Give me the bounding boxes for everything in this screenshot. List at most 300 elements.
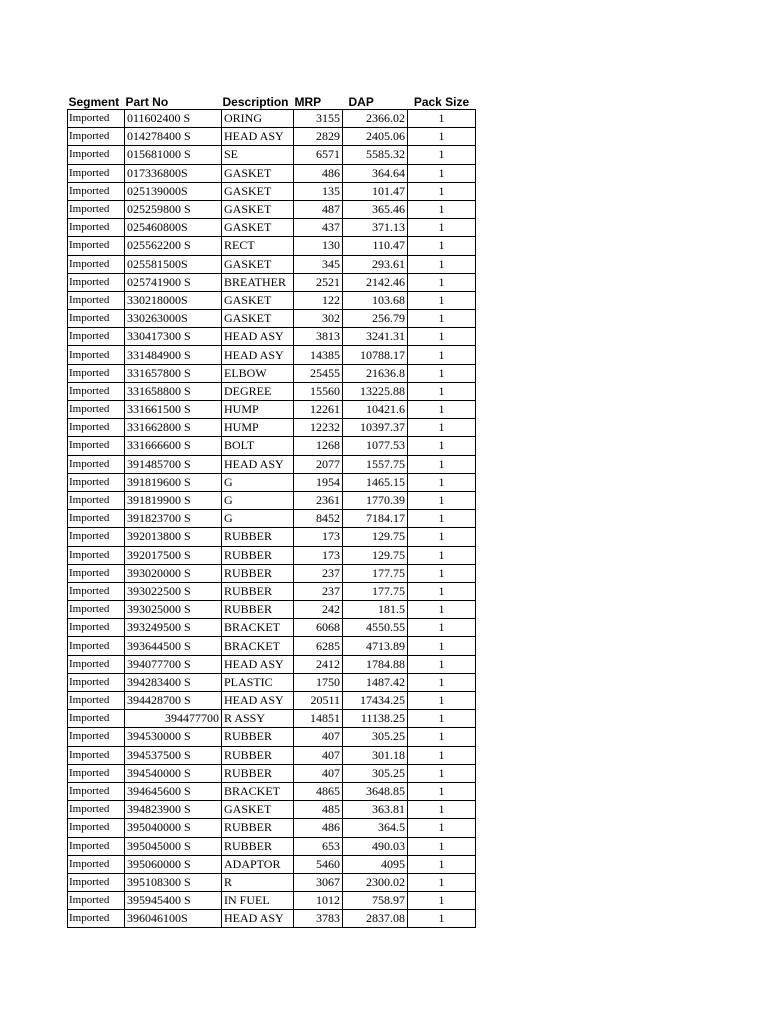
cell-part-no: 393020000 S <box>125 564 222 582</box>
header-dap: DAP <box>348 95 374 109</box>
cell-description: HEAD ASY <box>222 455 294 473</box>
cell-dap: 305.25 <box>343 728 408 746</box>
cell-mrp: 173 <box>294 546 343 564</box>
cell-pack-size: 1 <box>408 692 476 710</box>
table-row <box>68 364 476 382</box>
cell-part-no: 331666600 S <box>125 437 222 455</box>
table-row <box>68 801 476 819</box>
cell-segment: Imported <box>68 346 125 364</box>
cell-description: R <box>222 873 294 891</box>
cell-mrp: 14385 <box>294 346 343 364</box>
cell-description: RUBBER <box>222 764 294 782</box>
cell-dap: 103.68 <box>343 291 408 309</box>
cell-segment: Imported <box>68 437 125 455</box>
cell-dap: 364.64 <box>343 164 408 182</box>
cell-segment: Imported <box>68 564 125 582</box>
cell-part-no: 391819900 S <box>125 491 222 509</box>
cell-dap: 365.46 <box>343 200 408 218</box>
cell-pack-size: 1 <box>408 237 476 255</box>
table-row <box>68 655 476 673</box>
table-row <box>68 510 476 528</box>
table-row <box>68 528 476 546</box>
cell-dap: 2300.02 <box>343 873 408 891</box>
cell-pack-size: 1 <box>408 528 476 546</box>
cell-part-no: 394537500 S <box>125 746 222 764</box>
table-row <box>68 200 476 218</box>
cell-segment: Imported <box>68 746 125 764</box>
parts-price-sheet <box>67 89 476 928</box>
table-row <box>68 164 476 182</box>
cell-segment: Imported <box>68 473 125 491</box>
cell-mrp: 5460 <box>294 855 343 873</box>
cell-pack-size: 1 <box>408 273 476 291</box>
cell-mrp: 3783 <box>294 910 343 928</box>
cell-part-no: 330263000S <box>125 310 222 328</box>
header-segment: Segment <box>68 95 120 109</box>
table-row <box>68 819 476 837</box>
cell-mrp: 15560 <box>294 382 343 400</box>
cell-part-no: 331662800 S <box>125 419 222 437</box>
cell-pack-size: 1 <box>408 764 476 782</box>
cell-pack-size: 1 <box>408 219 476 237</box>
cell-mrp: 345 <box>294 255 343 273</box>
cell-description: HEAD ASY <box>222 128 294 146</box>
cell-part-no: 394530000 S <box>125 728 222 746</box>
table-row <box>68 146 476 164</box>
cell-mrp: 302 <box>294 310 343 328</box>
cell-pack-size: 1 <box>408 892 476 910</box>
cell-description: SE <box>222 146 294 164</box>
cell-mrp: 3813 <box>294 328 343 346</box>
cell-mrp: 242 <box>294 601 343 619</box>
cell-segment: Imported <box>68 364 125 382</box>
cell-part-no: 331658800 S <box>125 382 222 400</box>
cell-segment: Imported <box>68 819 125 837</box>
table-row <box>68 746 476 764</box>
cell-description: R ASSY <box>222 710 294 728</box>
cell-description: HEAD ASY <box>222 910 294 928</box>
cell-part-no: 395045000 S <box>125 837 222 855</box>
cell-mrp: 3155 <box>294 110 343 128</box>
cell-dap: 758.97 <box>343 892 408 910</box>
cell-dap: 10421.6 <box>343 401 408 419</box>
cell-pack-size: 1 <box>408 637 476 655</box>
cell-mrp: 6571 <box>294 146 343 164</box>
cell-mrp: 237 <box>294 582 343 600</box>
cell-mrp: 487 <box>294 200 343 218</box>
cell-mrp: 437 <box>294 219 343 237</box>
cell-dap: 1770.39 <box>343 491 408 509</box>
cell-description: RUBBER <box>222 582 294 600</box>
cell-mrp: 486 <box>294 819 343 837</box>
cell-description: GASKET <box>222 310 294 328</box>
cell-description: BRACKET <box>222 619 294 637</box>
header-mrp: MRP <box>294 95 322 109</box>
cell-part-no: 391485700 S <box>125 455 222 473</box>
cell-dap: 4095 <box>343 855 408 873</box>
cell-dap: 490.03 <box>343 837 408 855</box>
cell-mrp: 653 <box>294 837 343 855</box>
cell-mrp: 173 <box>294 528 343 546</box>
cell-part-no: 393644500 S <box>125 637 222 655</box>
cell-mrp: 2412 <box>294 655 343 673</box>
cell-description: GASKET <box>222 164 294 182</box>
cell-pack-size: 1 <box>408 473 476 491</box>
cell-segment: Imported <box>68 310 125 328</box>
cell-pack-size: 1 <box>408 510 476 528</box>
cell-mrp: 130 <box>294 237 343 255</box>
cell-segment: Imported <box>68 582 125 600</box>
cell-segment: Imported <box>68 200 125 218</box>
cell-mrp: 25455 <box>294 364 343 382</box>
cell-mrp: 6285 <box>294 637 343 655</box>
table-row <box>68 728 476 746</box>
cell-pack-size: 1 <box>408 310 476 328</box>
table-row <box>68 310 476 328</box>
cell-dap: 364.5 <box>343 819 408 837</box>
cell-description: RUBBER <box>222 728 294 746</box>
table-row <box>68 401 476 419</box>
table-row <box>68 764 476 782</box>
cell-pack-size: 1 <box>408 655 476 673</box>
cell-dap: 3241.31 <box>343 328 408 346</box>
cell-segment: Imported <box>68 801 125 819</box>
cell-segment: Imported <box>68 146 125 164</box>
cell-pack-size: 1 <box>408 601 476 619</box>
cell-dap: 293.61 <box>343 255 408 273</box>
cell-description: RUBBER <box>222 564 294 582</box>
cell-mrp: 14851 <box>294 710 343 728</box>
cell-dap: 371.13 <box>343 219 408 237</box>
table-row <box>68 110 476 128</box>
table-row <box>68 291 476 309</box>
cell-part-no: 394823900 S <box>125 801 222 819</box>
cell-segment: Imported <box>68 637 125 655</box>
table-row <box>68 601 476 619</box>
cell-mrp: 4865 <box>294 782 343 800</box>
cell-part-no: 393249500 S <box>125 619 222 637</box>
table-row <box>68 455 476 473</box>
cell-mrp: 122 <box>294 291 343 309</box>
cell-segment: Imported <box>68 546 125 564</box>
cell-segment: Imported <box>68 401 125 419</box>
cell-mrp: 1012 <box>294 892 343 910</box>
cell-mrp: 486 <box>294 164 343 182</box>
cell-mrp: 2521 <box>294 273 343 291</box>
cell-dap: 1557.75 <box>343 455 408 473</box>
cell-part-no: 331657800 S <box>125 364 222 382</box>
cell-dap: 10397.37 <box>343 419 408 437</box>
cell-pack-size: 1 <box>408 255 476 273</box>
table-row <box>68 128 476 146</box>
cell-pack-size: 1 <box>408 564 476 582</box>
cell-mrp: 2361 <box>294 491 343 509</box>
cell-segment: Imported <box>68 655 125 673</box>
cell-description: G <box>222 510 294 528</box>
cell-mrp: 407 <box>294 746 343 764</box>
cell-dap: 13225.88 <box>343 382 408 400</box>
table-row <box>68 673 476 691</box>
cell-mrp: 6068 <box>294 619 343 637</box>
cell-part-no: 395040000 S <box>125 819 222 837</box>
cell-pack-size: 1 <box>408 673 476 691</box>
cell-part-no: 025741900 S <box>125 273 222 291</box>
cell-part-no: 394077700 S <box>125 655 222 673</box>
table-row <box>68 855 476 873</box>
cell-pack-size: 1 <box>408 364 476 382</box>
table-row <box>68 419 476 437</box>
cell-mrp: 3067 <box>294 873 343 891</box>
table-row <box>68 692 476 710</box>
cell-segment: Imported <box>68 455 125 473</box>
table-row <box>68 491 476 509</box>
cell-part-no: 392013800 S <box>125 528 222 546</box>
cell-dap: 129.75 <box>343 528 408 546</box>
cell-pack-size: 1 <box>408 291 476 309</box>
cell-dap: 5585.32 <box>343 146 408 164</box>
cell-part-no: 395060000 S <box>125 855 222 873</box>
cell-dap: 301.18 <box>343 746 408 764</box>
cell-mrp: 12261 <box>294 401 343 419</box>
table-row <box>68 619 476 637</box>
cell-dap: 7184.17 <box>343 510 408 528</box>
cell-pack-size: 1 <box>408 855 476 873</box>
cell-mrp: 12232 <box>294 419 343 437</box>
cell-part-no: 392017500 S <box>125 546 222 564</box>
cell-segment: Imported <box>68 873 125 891</box>
cell-pack-size: 1 <box>408 819 476 837</box>
cell-description: DEGREE <box>222 382 294 400</box>
cell-dap: 1077.53 <box>343 437 408 455</box>
cell-dap: 10788.17 <box>343 346 408 364</box>
cell-part-no: 394645600 S <box>125 782 222 800</box>
cell-description: BRACKET <box>222 637 294 655</box>
cell-segment: Imported <box>68 255 125 273</box>
cell-pack-size: 1 <box>408 164 476 182</box>
cell-description: HEAD ASY <box>222 346 294 364</box>
cell-description: BRACKET <box>222 782 294 800</box>
cell-segment: Imported <box>68 855 125 873</box>
cell-pack-size: 1 <box>408 200 476 218</box>
cell-part-no: 395945400 S <box>125 892 222 910</box>
cell-dap: 256.79 <box>343 310 408 328</box>
cell-segment: Imported <box>68 328 125 346</box>
cell-dap: 17434.25 <box>343 692 408 710</box>
cell-mrp: 8452 <box>294 510 343 528</box>
table-row <box>68 382 476 400</box>
cell-pack-size: 1 <box>408 728 476 746</box>
cell-segment: Imported <box>68 710 125 728</box>
cell-description: BREATHER <box>222 273 294 291</box>
table-row <box>68 782 476 800</box>
cell-part-no: 015681000 S <box>125 146 222 164</box>
table-row <box>68 710 476 728</box>
cell-segment: Imported <box>68 910 125 928</box>
cell-segment: Imported <box>68 382 125 400</box>
cell-dap: 11138.25 <box>343 710 408 728</box>
table-row <box>68 237 476 255</box>
header-description: Description <box>222 95 289 109</box>
cell-description: GASKET <box>222 182 294 200</box>
cell-part-no: 394540000 S <box>125 764 222 782</box>
cell-dap: 101.47 <box>343 182 408 200</box>
cell-dap: 305.25 <box>343 764 408 782</box>
cell-segment: Imported <box>68 619 125 637</box>
cell-pack-size: 1 <box>408 346 476 364</box>
table-row <box>68 637 476 655</box>
cell-part-no: 331484900 S <box>125 346 222 364</box>
cell-dap: 2405.06 <box>343 128 408 146</box>
cell-description: HEAD ASY <box>222 655 294 673</box>
cell-mrp: 135 <box>294 182 343 200</box>
cell-part-no: 393022500 S <box>125 582 222 600</box>
cell-dap: 3648.85 <box>343 782 408 800</box>
cell-part-no: 025562200 S <box>125 237 222 255</box>
cell-mrp: 485 <box>294 801 343 819</box>
cell-part-no: 395108300 S <box>125 873 222 891</box>
cell-description: G <box>222 473 294 491</box>
cell-pack-size: 1 <box>408 782 476 800</box>
cell-segment: Imported <box>68 601 125 619</box>
header-part-no: Part No <box>125 95 169 109</box>
cell-part-no: 025259800 S <box>125 200 222 218</box>
table-row <box>68 873 476 891</box>
cell-pack-size: 1 <box>408 801 476 819</box>
cell-mrp: 407 <box>294 764 343 782</box>
table-row <box>68 582 476 600</box>
parts-table <box>67 89 476 928</box>
cell-dap: 1465.15 <box>343 473 408 491</box>
table-body <box>68 110 476 928</box>
cell-description: GASKET <box>222 291 294 309</box>
cell-pack-size: 1 <box>408 328 476 346</box>
cell-description: ADAPTOR <box>222 855 294 873</box>
cell-dap: 177.75 <box>343 582 408 600</box>
table-row <box>68 546 476 564</box>
header-pack-size: Pack Size <box>413 95 470 109</box>
cell-description: HEAD ASY <box>222 692 294 710</box>
table-row <box>68 346 476 364</box>
cell-description: ORING <box>222 110 294 128</box>
cell-description: RUBBER <box>222 746 294 764</box>
cell-segment: Imported <box>68 419 125 437</box>
table-row <box>68 273 476 291</box>
cell-segment: Imported <box>68 673 125 691</box>
cell-part-no: 394428700 S <box>125 692 222 710</box>
cell-description: ELBOW <box>222 364 294 382</box>
cell-description: GASKET <box>222 200 294 218</box>
table-row <box>68 219 476 237</box>
cell-mrp: 1750 <box>294 673 343 691</box>
cell-segment: Imported <box>68 728 125 746</box>
cell-pack-size: 1 <box>408 837 476 855</box>
cell-mrp: 1268 <box>294 437 343 455</box>
table-row <box>68 564 476 582</box>
header-row <box>68 89 476 110</box>
cell-pack-size: 1 <box>408 491 476 509</box>
cell-part-no: 391823700 S <box>125 510 222 528</box>
cell-pack-size: 1 <box>408 437 476 455</box>
cell-segment: Imported <box>68 528 125 546</box>
cell-description: RUBBER <box>222 546 294 564</box>
cell-dap: 110.47 <box>343 237 408 255</box>
cell-segment: Imported <box>68 164 125 182</box>
cell-segment: Imported <box>68 182 125 200</box>
cell-mrp: 2077 <box>294 455 343 473</box>
cell-description: RUBBER <box>222 601 294 619</box>
table-row <box>68 910 476 928</box>
cell-description: IN FUEL <box>222 892 294 910</box>
cell-pack-size: 1 <box>408 419 476 437</box>
cell-part-no: 025460800S <box>125 219 222 237</box>
cell-dap: 4713.89 <box>343 637 408 655</box>
cell-segment: Imported <box>68 837 125 855</box>
cell-segment: Imported <box>68 764 125 782</box>
cell-dap: 363.81 <box>343 801 408 819</box>
cell-description: RUBBER <box>222 819 294 837</box>
cell-segment: Imported <box>68 291 125 309</box>
cell-pack-size: 1 <box>408 873 476 891</box>
cell-pack-size: 1 <box>408 619 476 637</box>
cell-segment: Imported <box>68 110 125 128</box>
cell-description: BOLT <box>222 437 294 455</box>
table-row <box>68 837 476 855</box>
cell-pack-size: 1 <box>408 546 476 564</box>
cell-segment: Imported <box>68 273 125 291</box>
cell-description: GASKET <box>222 219 294 237</box>
cell-dap: 1487.42 <box>343 673 408 691</box>
cell-pack-size: 1 <box>408 710 476 728</box>
cell-description: RUBBER <box>222 528 294 546</box>
cell-dap: 2142.46 <box>343 273 408 291</box>
cell-mrp: 237 <box>294 564 343 582</box>
cell-mrp: 1954 <box>294 473 343 491</box>
cell-part-no: 025581500S <box>125 255 222 273</box>
cell-part-no: 014278400 S <box>125 128 222 146</box>
cell-dap: 2366.02 <box>343 110 408 128</box>
cell-mrp: 20511 <box>294 692 343 710</box>
cell-dap: 2837.08 <box>343 910 408 928</box>
cell-pack-size: 1 <box>408 401 476 419</box>
table-row <box>68 892 476 910</box>
cell-mrp: 2829 <box>294 128 343 146</box>
cell-part-no: 330218000S <box>125 291 222 309</box>
cell-pack-size: 1 <box>408 146 476 164</box>
cell-mrp: 407 <box>294 728 343 746</box>
cell-pack-size: 1 <box>408 455 476 473</box>
cell-segment: Imported <box>68 128 125 146</box>
cell-pack-size: 1 <box>408 746 476 764</box>
cell-segment: Imported <box>68 692 125 710</box>
cell-description: RECT <box>222 237 294 255</box>
cell-part-no: 025139000S <box>125 182 222 200</box>
cell-part-no: 391819600 S <box>125 473 222 491</box>
cell-segment: Imported <box>68 782 125 800</box>
cell-part-no: 330417300 S <box>125 328 222 346</box>
table-row <box>68 437 476 455</box>
table-row <box>68 182 476 200</box>
cell-part-no: 331661500 S <box>125 401 222 419</box>
cell-description: HEAD ASY <box>222 328 294 346</box>
cell-description: RUBBER <box>222 837 294 855</box>
cell-part-no: 396046100S <box>125 910 222 928</box>
cell-dap: 21636.8 <box>343 364 408 382</box>
cell-pack-size: 1 <box>408 128 476 146</box>
cell-part-no: 393025000 S <box>125 601 222 619</box>
cell-dap: 129.75 <box>343 546 408 564</box>
cell-part-no: 017336800S <box>125 164 222 182</box>
cell-description: PLASTIC <box>222 673 294 691</box>
